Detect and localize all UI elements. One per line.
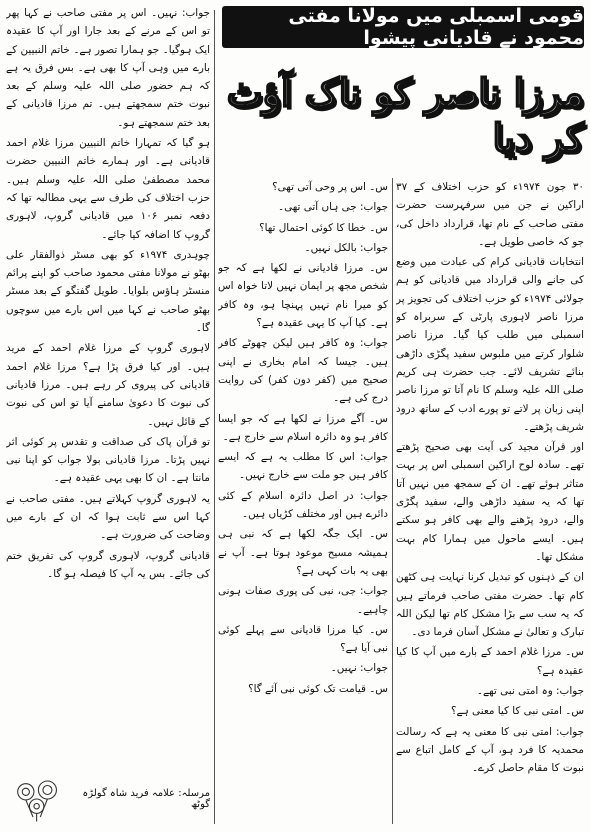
middle-paragraph: س۔ آگے مرزا نے لکھا ہے کہ جو ایسا کافر ہو وہ دائرہ اسلام سے خارج ہے۔ <box>218 412 388 443</box>
right-paragraph: انتخابات قادیانی کرام کی عبادت میں وضع کی جانے والی قرارداد میں قادیانی کو ہم جولائی ۱۹۷۴ء کو حزب اختلاف کی تجویز پر مرزا ناصر لاہوری پارٹی کے سربراہ کو اسمبلی میں طلب کیا گیا۔ مرزا ناصر شلوار کرتے میں ملبوس سفید پگڑی داڑھی بنائے تشریف لائے۔ جب حضرت ہی کریم صلی اللہ علیہ وسلم کا نام آتا تو مرزا ناصر اپنی زبان پر لاتے تو پورے ادب کے ساتھ درود شریف پڑھتے۔ <box>396 256 584 433</box>
right-paragraph: س۔ امتی نبی کا کیا معنی ہے؟ <box>451 705 584 718</box>
column-divider <box>392 178 393 824</box>
middle-paragraph: س۔ کیا مرزا قادیانی سے پہلے کوئی نبی آیا ہے؟ <box>218 623 388 655</box>
column-middle <box>218 178 388 830</box>
left-paragraph: ہو گیا کہ تمہارا خاتم النبیین مرزا غلام احمد قادیانی ہے۔ اور ہمارے خاتم النبیین حضرت محمد مصطفیٰ صلی اللہ علیہ وسلم ہیں۔ حزب اختلاف کی طرف سے یہی مطالبہ تھا کہ دفعہ نمبر ۱۰۶ میں قادیانی گروپ، لاہوری گروپ کا اضافہ کیا جائے۔ <box>6 137 210 241</box>
middle-paragraph: جواب: جی، نبی کی پوری صفات ہونی چاہیے۔ <box>218 585 388 616</box>
flower-ornament-icon <box>6 773 69 825</box>
right-paragraph: اور قرآن مجید کی آیت بھی صحیح پڑھتے تھے۔ سادہ لوح اراکین اسمبلی اس پر بہت متاثر ہوئے تھے۔ ان کے سمجھ میں نہیں آتا تھا کہ یہ سفید داڑھی والے، سفید پگڑی والے، درود پڑھنے والے بھی کافر ہو سکتے ہیں۔ ایسے ماحول میں ہمارا کام بہت مشکل تھا۔ <box>396 441 584 563</box>
left-paragraph: تو قرآن پاک کی صداقت و تقدس پر کوئی اثر نہیں پڑتا۔ مرزا قادیانی بولا جواب کو اپنا نبی مانتا ہے۔ ان کا بھی یہی عقیدہ ہے۔ <box>6 435 210 485</box>
column-right <box>396 178 584 830</box>
right-paragraph: جواب: وہ امتی نبی تھے۔ <box>476 685 584 698</box>
middle-paragraph: س۔ قیامت تک کوئی نبی آئے گا؟ <box>248 682 388 695</box>
middle-paragraph: جواب: جی ہاں آتی تھی۔ <box>277 201 388 214</box>
right-paragraph: ۳۰ جون ۱۹۷۴ء کو حزب اختلاف کے ۳۷ اراکین نے جن میں سرفہرست حضرت مفتی صاحب کے نام تھا، قرارداد داخل کی، جو کہ خاصی طویل ہے۔ <box>396 181 584 248</box>
middle-paragraph: س۔ مرزا قادیانی نے لکھا ہے کہ جو شخص مجھ پر ایمان نہیں لاتا خواہ اس کو میرا نام نہیں پہنچا ہو، وہ کافر ہے۔ کیا آپ کا یہی عقیدہ ہے؟ <box>218 262 388 330</box>
middle-paragraph: س۔ خطا کا کوئی احتمال تھا؟ <box>259 221 388 234</box>
signature-block <box>6 770 210 828</box>
right-paragraph: جواب: امتی نبی کا معنی یہ ہے کہ رسالت محمدیہ کا فرد ہو، آپ کے کامل اتباع سے نبوت کا مقام حاصل کرے۔ <box>396 725 584 775</box>
banner: قومی اسمبلی میں مولانا مفتی محمود نے قادیانی پیشوا <box>222 6 584 48</box>
left-paragraph: جواب: نہیں۔ اس پر مفتی صاحب نے کہا پھر تو اس کے مرنے کے بعد جارا اور آپ کا عقیدہ ایک ہوگیا۔ جو ہمارا تصور ہے۔ خاتم النبیین کے بارے میں وہی آپ کا بھی ہے۔ بس فرق یہ ہے کہ ہم حضور صلی اللہ علیہ وسلم کے بعد نبوت ختم سمجھتے ہیں۔ تم مرزا قادیانی کے بعد ختم سمجھتے ہو۔ <box>6 7 210 129</box>
left-paragraph: چوہدری ۱۹۷۴ء کو بھی مسٹر ذوالفقار علی بھٹو نے مولانا مفتی محمود صاحب کو اپنے پرائم منسٹر ہاؤس بلوایا۔ طویل گفتگو کے بعد مسٹر بھٹو صاحب نے کہا میں اس بارے میں سوچوں گا۔ <box>6 248 210 335</box>
left-paragraph: قادیانی گروپ، لاہوری گروپ کی تفریق ختم کی جائے۔ بس یہ آپ کا فیصلہ ہو گا۔ <box>6 549 210 580</box>
middle-paragraph: جواب: اس کا مطلب یہ ہے کہ ایسے کافر ہیں جو ملت سے خارج نہیں۔ <box>218 451 388 482</box>
column-divider <box>214 10 215 824</box>
column-left <box>6 4 210 764</box>
middle-paragraph: جواب: در اصل دائرہ اسلام کے کئی دائرے ہیں اور مختلف کڑیاں ہیں۔ <box>218 489 388 521</box>
signature-text: مرسلہ: علامہ فرید شاہ گولڑہ گوٹھ <box>82 788 210 810</box>
left-paragraph: یہ لاہوری گروپ کہلاتے ہیں۔ مفتی صاحب نے کہا اس سے ثابت ہوا کہ ان کے بارے میں وضاحت کی ضرورت ہے۔ <box>6 492 210 542</box>
middle-paragraph: جواب: وہ کافر ہیں لیکن چھوٹے کافر ہیں۔ جیسا کہ امام بخاری نے اپنی صحیح میں (کفر دون کفر) کی روایت درج کی ہے۔ <box>218 337 388 405</box>
headline: مرزا ناصر کو ناک آؤٹ کر دیا <box>226 70 584 160</box>
middle-paragraph: جواب: نہیں۔ <box>330 662 388 675</box>
right-paragraph: س۔ مرزا غلام احمد کے بارے میں آپ کا کیا عقیدہ ہے؟ <box>396 646 584 677</box>
middle-paragraph: جواب: بالکل نہیں۔ <box>304 241 388 254</box>
middle-paragraph: س۔ ایک جگہ لکھا ہے کہ نبی ہی ہمیشہ مسیح موعود ہوتا ہے۔ آپ نے بھی یہ بات کہی ہے؟ <box>218 528 388 577</box>
middle-paragraph: س۔ اس پر وحی آتی تھی؟ <box>272 181 388 193</box>
left-paragraph: لاہوری گروپ کے مرزا غلام احمد کے مرید ہیں۔ اور کیا فرق پڑا ہے؟ مرزا غلام احمد قادیانی کی پیروی کر رہے ہیں۔ مرزا قادیانی کی نبوت کا دعویٰ سامنے آیا تو اس کی نبوت کے قائل نہیں۔ <box>6 342 210 428</box>
right-paragraph: ان کے ذہنوں کو تبدیل کرنا نہایت ہی کٹھن کام تھا۔ حضرت مفتی صاحب فرماتے ہیں کہ یہ سب سے بڑا مشکل کام تھا لیکن اللہ تبارک و تعالیٰ نے مشکل آسان فرما دی۔ <box>396 571 584 639</box>
